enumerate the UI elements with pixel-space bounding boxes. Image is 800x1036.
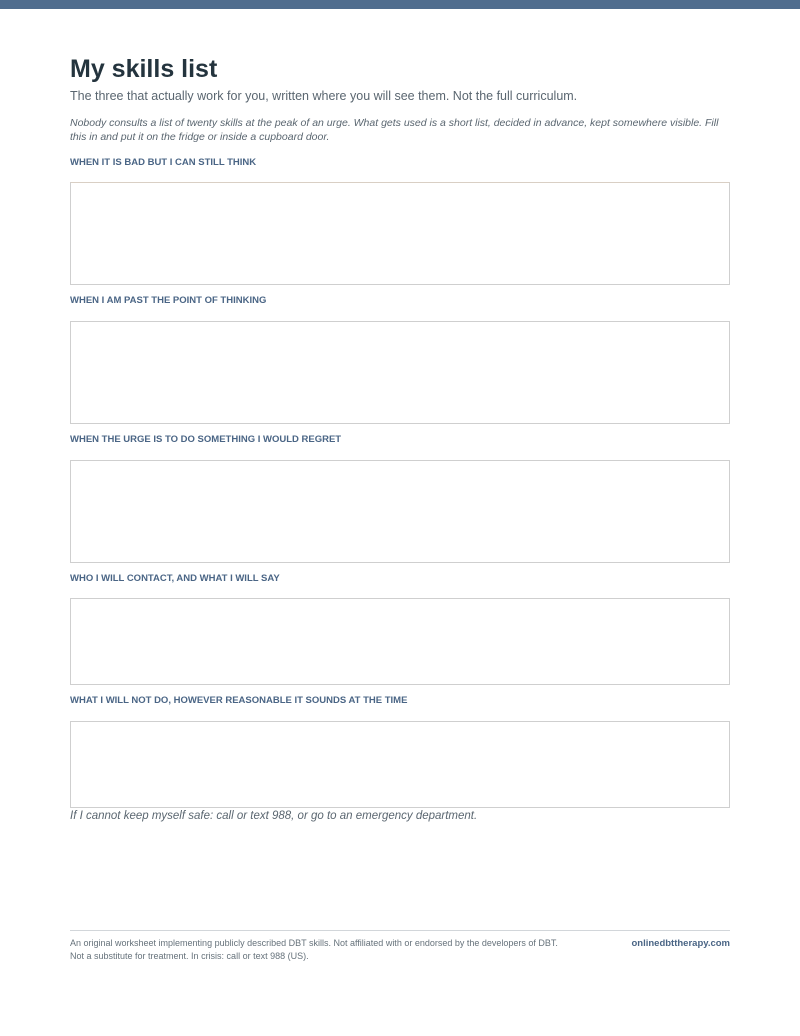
section-label-past-thinking: WHEN I AM PAST THE POINT OF THINKING (70, 295, 267, 306)
footer-divider (70, 930, 730, 931)
section-label-who-contact: WHO I WILL CONTACT, AND WHAT I WILL SAY (70, 573, 280, 584)
page-title: My skills list (70, 55, 218, 83)
footer-site-link[interactable]: onlinedbttherapy.com (631, 938, 730, 949)
crisis-note: If I cannot keep myself safe: call or text 988, or go to an emergency department. (70, 810, 478, 822)
write-box-past-thinking[interactable] (70, 321, 730, 424)
page-subtitle: The three that actually work for you, written where you will see them. Not the full curriculum. (70, 89, 578, 103)
footer-disclaimer-line1: An original worksheet implementing publicly described DBT skills. Not affiliated with or endorsed by the developers of DBT. (70, 938, 558, 948)
footer-disclaimer-line2: Not a substitute for treatment. In crisis: call or text 988 (US). (70, 951, 309, 961)
write-box-who-contact[interactable] (70, 598, 730, 685)
write-box-will-not-do[interactable] (70, 721, 730, 808)
top-accent-bar (0, 0, 800, 9)
section-label-can-still-think: WHEN IT IS BAD BUT I CAN STILL THINK (70, 157, 257, 168)
write-box-can-still-think[interactable] (70, 182, 730, 285)
section-label-regret-urge: WHEN THE URGE IS TO DO SOMETHING I WOULD REGRET (70, 434, 342, 445)
write-box-regret-urge[interactable] (70, 460, 730, 563)
intro-text: Nobody consults a list of twenty skills at the peak of an urge. What gets used is a short list, decided in advance, kept somewhere visible. Fill this in and put it on the fridge or inside a cupboard door. (70, 117, 719, 143)
footer-disclaimer (70, 937, 615, 963)
section-label-will-not-do: WHAT I WILL NOT DO, HOWEVER REASONABLE IT SOUNDS AT THE TIME (70, 695, 408, 706)
